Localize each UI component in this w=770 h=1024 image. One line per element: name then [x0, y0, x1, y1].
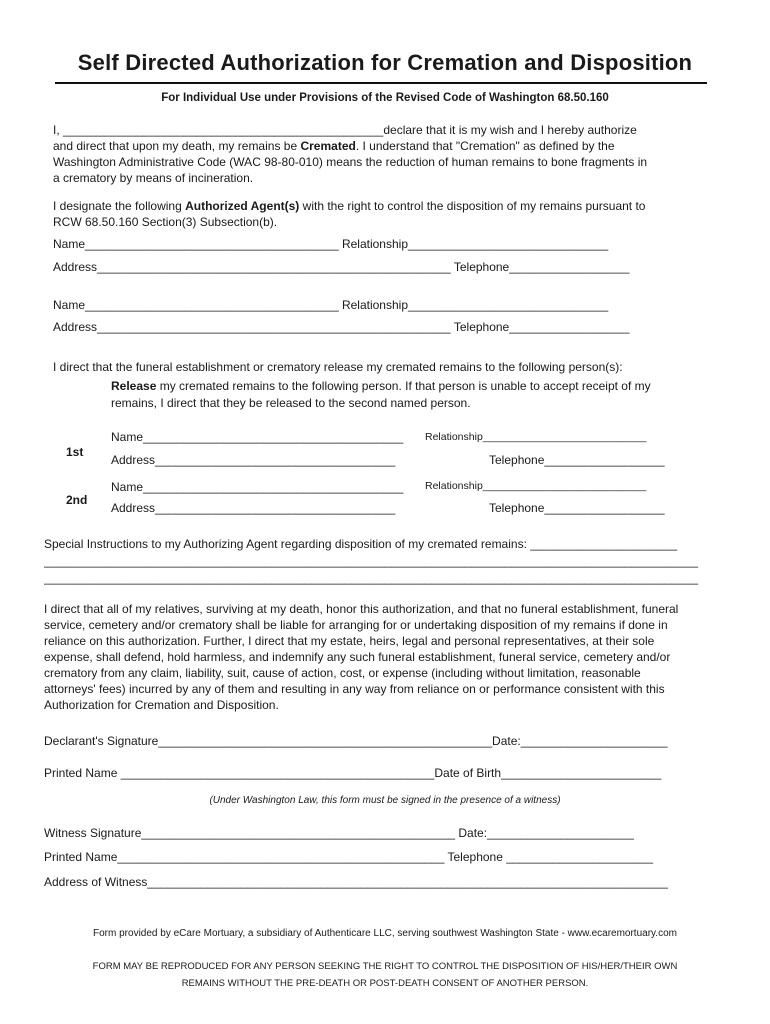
form-provider-note: Form provided by eCare Mortuary, a subsidiary of Authenticare LLC, serving southwest Washington State - www.ecaremortuary.com [93, 928, 677, 939]
release-emphasis: Release [111, 379, 157, 393]
directive-line: I direct that all of my relatives, surviving at my death, honor this authorization, and that no funeral establishment, funeral [44, 602, 679, 616]
first-person-address-field[interactable]: Address____________________________________ [111, 453, 396, 467]
second-person-telephone-field[interactable]: Telephone__________________ [489, 501, 665, 515]
second-person-relationship-field[interactable]: Relationship____________________________ [425, 480, 647, 492]
cremated-emphasis: Cremated [300, 139, 356, 153]
second-person-name-field[interactable]: Name_______________________________________ [111, 480, 404, 494]
declaration-line-3: Washington Administrative Code (WAC 98-80-010) means the reduction of human remains to bone fragments in [53, 155, 648, 169]
declarant-signature-field[interactable]: Declarant's Signature__________________________________________________Date:______________________ [44, 734, 668, 748]
release-instruction-line-2: remains, I direct that they be released to the second named person. [111, 396, 471, 410]
designate-line-1 [53, 198, 645, 214]
agent-2-address-field[interactable]: Address_____________________________________________________ Telephone__________________ [53, 320, 630, 334]
second-person-label: 2nd [66, 493, 88, 507]
title-divider [55, 82, 707, 84]
declaration-line-1[interactable]: I, ________________________________________________declare that it is my wish and I hereby authorize [53, 123, 637, 137]
witness-printed-name-field[interactable]: Printed Name_________________________________________________ Telephone ______________________ [44, 850, 654, 864]
release-direct-text: I direct that the funeral establishment or crematory release my cremated remains to the following person(s): [53, 360, 623, 374]
release-text: my cremated remains to the following person. If that person is unable to accept receipt of my [156, 379, 651, 393]
reproduction-notice-line-2: REMAINS WITHOUT THE PRE-DEATH OR POST-DEATH CONSENT OF ANOTHER PERSON. [181, 978, 589, 989]
declaration-text: and direct that upon my death, my remains be [53, 139, 301, 153]
special-instructions-line-3[interactable]: __________________________________________________________________________________________________ [44, 571, 699, 585]
reproduction-notice-line-1: FORM MAY BE REPRODUCED FOR ANY PERSON SEEKING THE RIGHT TO CONTROL THE DISPOSITION OF HIS/HER/THEIR OWN [92, 961, 678, 972]
directive-line: crematory from any claim, liability, suit, cause of action, cost, or expense (including without limitation, reasonable [44, 666, 641, 680]
declarant-printed-name-field[interactable]: Printed Name _______________________________________________Date of Birth________________________ [44, 766, 662, 780]
agent-1-name-field[interactable]: Name______________________________________ Relationship______________________________ [53, 237, 609, 251]
designate-text: I designate the following [53, 199, 186, 213]
first-person-telephone-field[interactable]: Telephone__________________ [489, 453, 665, 467]
agent-1-address-field[interactable]: Address_____________________________________________________ Telephone__________________ [53, 260, 630, 274]
witness-note: (Under Washington Law, this form must be signed in the presence of a witness) [209, 795, 561, 806]
authorized-agents-emphasis: Authorized Agent(s) [185, 199, 300, 213]
directive-line: Authorization for Cremation and Disposition. [44, 698, 279, 712]
special-instructions-field[interactable]: Special Instructions to my Authorizing Agent regarding disposition of my cremated remains: ______________________ [44, 537, 678, 551]
first-person-name-field[interactable]: Name_______________________________________ [111, 430, 404, 444]
directive-line: expense, shall defend, hold harmless, and indemnify any such funeral establishment, funeral service, cemetery and/or [44, 650, 671, 664]
directive-line: service, cemetery and/or crematory shall be liable for arranging for or undertaking disposition of my remains if done in [44, 618, 668, 632]
designate-line-2: RCW 68.50.160 Section(3) Subsection(b). [53, 215, 278, 229]
witness-signature-field[interactable]: Witness Signature_______________________________________________ Date:______________________ [44, 826, 634, 840]
first-person-relationship-field[interactable]: Relationship____________________________ [425, 431, 647, 443]
designate-text-post: with the right to control the disposition of my remains pursuant to [299, 199, 646, 213]
special-instructions-line-2[interactable]: __________________________________________________________________________________________________ [44, 554, 699, 568]
declaration-line-2 [53, 138, 615, 154]
agent-2-name-field[interactable]: Name______________________________________ Relationship______________________________ [53, 298, 609, 312]
page-subtitle: For Individual Use under Provisions of the Revised Code of Washington 68.50.160 [161, 92, 609, 104]
declaration-line-4: a crematory by means of incineration. [53, 171, 254, 185]
witness-address-field[interactable]: Address of Witness______________________________________________________________________________ [44, 875, 668, 889]
release-instruction-line-1 [111, 378, 651, 394]
first-person-label: 1st [66, 445, 84, 459]
declaration-text-post: . I understand that "Cremation" as defined by the [355, 139, 615, 153]
directive-line: reliance on this authorization. Further, I direct that my estate, heirs, legal and personal representatives, at their sole [44, 634, 655, 648]
second-person-address-field[interactable]: Address____________________________________ [111, 501, 396, 515]
directive-line: attorneys' fees) incurred by any of them and resulting in any way from reliance on or performance consistent with this [44, 682, 665, 696]
page-title: Self Directed Authorization for Cremation and Disposition [77, 50, 693, 75]
